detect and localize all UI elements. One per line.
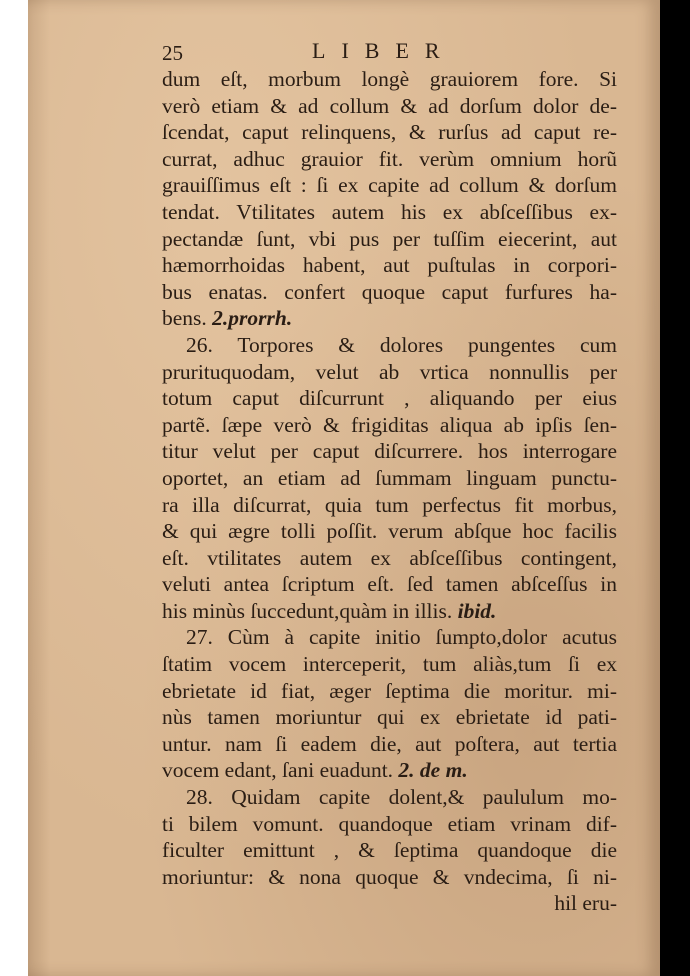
source-reference: ibid. bbox=[457, 598, 497, 623]
page-header bbox=[162, 36, 617, 66]
text-line: ti bilem vomunt. quandoque etiam vrinam dif- bbox=[162, 811, 617, 836]
text-line: 27. Cùm à capite initio ſumpto,dolor acutus bbox=[186, 625, 617, 650]
text-line: verò etiam & ad collum & ad dorſum dolor de- bbox=[162, 93, 617, 118]
text-line: untur. nam ſi eadem die, aut poſtera, aut tertia bbox=[162, 731, 617, 756]
text-line: nùs tamen moriuntur qui ex ebrietate id pati- bbox=[162, 705, 617, 730]
paragraph bbox=[162, 66, 617, 332]
text-line: ficulter emittunt , & ſeptima quandoque die bbox=[162, 838, 617, 863]
text-line: oportet, an etiam ad ſummam linguam punctu- bbox=[162, 465, 617, 490]
catchword: hil eru- bbox=[554, 891, 617, 916]
text-line: hæmorrhoidas habent, aut puſtulas in corpori- bbox=[162, 253, 617, 278]
page-number: 25 bbox=[162, 41, 183, 65]
text-line bbox=[162, 598, 617, 625]
text-line: dum eſt, morbum longè grauiorem fore. Si bbox=[162, 67, 617, 91]
text-line: pectandæ ſunt, vbi pus per tuſſim eiecerint, aut bbox=[162, 226, 617, 251]
paragraph bbox=[162, 332, 617, 625]
text-line: totum caput diſcurrunt , aliquando per eius bbox=[162, 386, 617, 411]
text-line: tendat. Vtilitates autem his ex abſceſſibus ex- bbox=[162, 199, 617, 224]
text-line-content: his minùs ſuccedunt,quàm in illis. bbox=[162, 598, 458, 623]
text-line bbox=[162, 757, 617, 784]
text-line bbox=[162, 305, 617, 332]
text-line: moriuntur: & nona quoque & vndecima, ſi ni- bbox=[162, 864, 617, 889]
text-line: bus enatas. confert quoque caput furfures ha- bbox=[162, 279, 617, 304]
source-reference: 2. de m. bbox=[398, 758, 468, 783]
source-reference: 2.prorrh. bbox=[212, 306, 293, 331]
text-line: veluti antea ſcriptum eſt. ſed tamen abſceſſus in bbox=[162, 572, 617, 597]
text-line: ſcendat, caput relinquens, & rurſus ad caput re- bbox=[162, 120, 617, 145]
text-line: eſt. vtilitates autem ex abſceſſibus contingent, bbox=[162, 545, 617, 570]
paragraph bbox=[162, 784, 617, 917]
text-line-content: vocem edant, ſani euadunt. bbox=[162, 758, 399, 783]
text-line: titur velut per caput diſcurrere. hos interrogare bbox=[162, 439, 617, 464]
text-line: ebrietate id fiat, æger ſeptima die moritur. mi- bbox=[162, 678, 617, 703]
text-line: currat, adhuc grauior fit. verùm omnium horũ bbox=[162, 146, 617, 171]
text-line: partẽ. ſæpe verò & frigiditas aliqua ab ipſis ſen- bbox=[162, 412, 617, 437]
paragraph bbox=[162, 624, 617, 784]
text-line: prurituquodam, velut ab vrtica nonnullis per bbox=[162, 359, 617, 384]
text-line-content: bens. bbox=[162, 306, 213, 331]
text-line: & qui ægre tolli poſſit. verum abſque hoc facilis bbox=[162, 519, 617, 544]
text-line: ra illa diſcurrat, quia tum perfectus fit morbus, bbox=[162, 492, 617, 517]
text-line: 26. Torpores & dolores pungentes cum bbox=[186, 332, 617, 357]
text-line: 28. Quidam capite dolent,& paululum mo- bbox=[186, 785, 617, 810]
gutter-shadow bbox=[660, 0, 690, 976]
running-head: LIBER bbox=[312, 38, 456, 63]
page-text-block bbox=[162, 36, 617, 917]
text-line: ſtatim vocem interceperit, tum aliàs,tum ſi ex bbox=[162, 652, 617, 677]
text-line: grauiſſimus eſt : ſi ex capite ad collum & dorſum bbox=[162, 173, 617, 198]
